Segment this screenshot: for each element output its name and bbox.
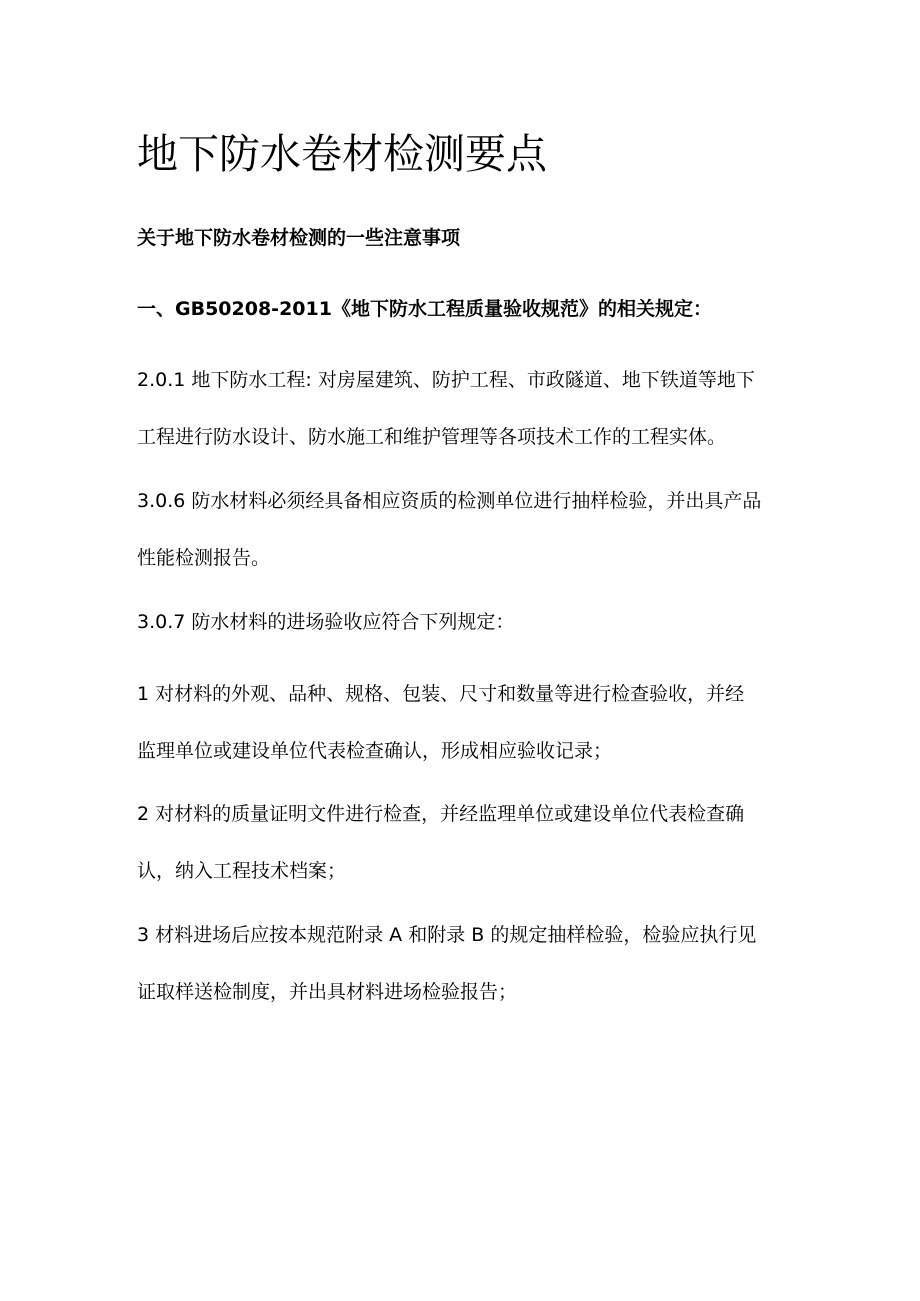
paragraph-line: 2 对材料的质量证明文件进行检查，并经监理单位或建设单位代表检查确 bbox=[137, 803, 745, 825]
paragraph-line: 2.0.1 地下防水工程: 对房屋建筑、防护工程、市政隧道、地下铁道等地下 bbox=[137, 369, 755, 391]
paragraph-line: 性能检测报告。 bbox=[137, 547, 271, 569]
paragraph-line: 3 材料进场后应按本规范附录 A 和附录 B 的规定抽样检验，检验应执行见 bbox=[137, 924, 757, 946]
section-heading: 一、GB50208-2011《地下防水工程质量验收规范》的相关规定： bbox=[137, 298, 712, 320]
document-subtitle: 关于地下防水卷材检测的一些注意事项 bbox=[137, 227, 461, 249]
paragraph-line: 认，纳入工程技术档案； bbox=[137, 860, 347, 882]
paragraph-line: 证取样送检制度，并出具材料进场检验报告； bbox=[137, 981, 518, 1003]
paragraph-line: 3.0.7 防水材料的进场验收应符合下列规定： bbox=[137, 611, 515, 633]
paragraph-3-0-7 bbox=[137, 594, 787, 651]
paragraph-line: 3.0.6 防水材料必须经具备相应资质的检测单位进行抽样检验，并出具产品 bbox=[137, 490, 762, 512]
paragraph-line: 1 对材料的外观、品种、规格、包装、尺寸和数量等进行检查验收，并经 bbox=[137, 683, 745, 705]
list-item-3 bbox=[137, 907, 787, 1021]
document-title: 地下防水卷材检测要点 bbox=[137, 130, 547, 178]
list-item-1 bbox=[137, 666, 787, 780]
list-item-2 bbox=[137, 786, 787, 900]
paragraph-3-0-6 bbox=[137, 473, 787, 587]
paragraph-line: 工程进行防水设计、防水施工和维护管理等各项技术工作的工程实体。 bbox=[137, 426, 727, 448]
paragraph-2-0-1 bbox=[137, 352, 787, 466]
paragraph-line: 监理单位或建设单位代表检查确认，形成相应验收记录； bbox=[137, 740, 613, 762]
